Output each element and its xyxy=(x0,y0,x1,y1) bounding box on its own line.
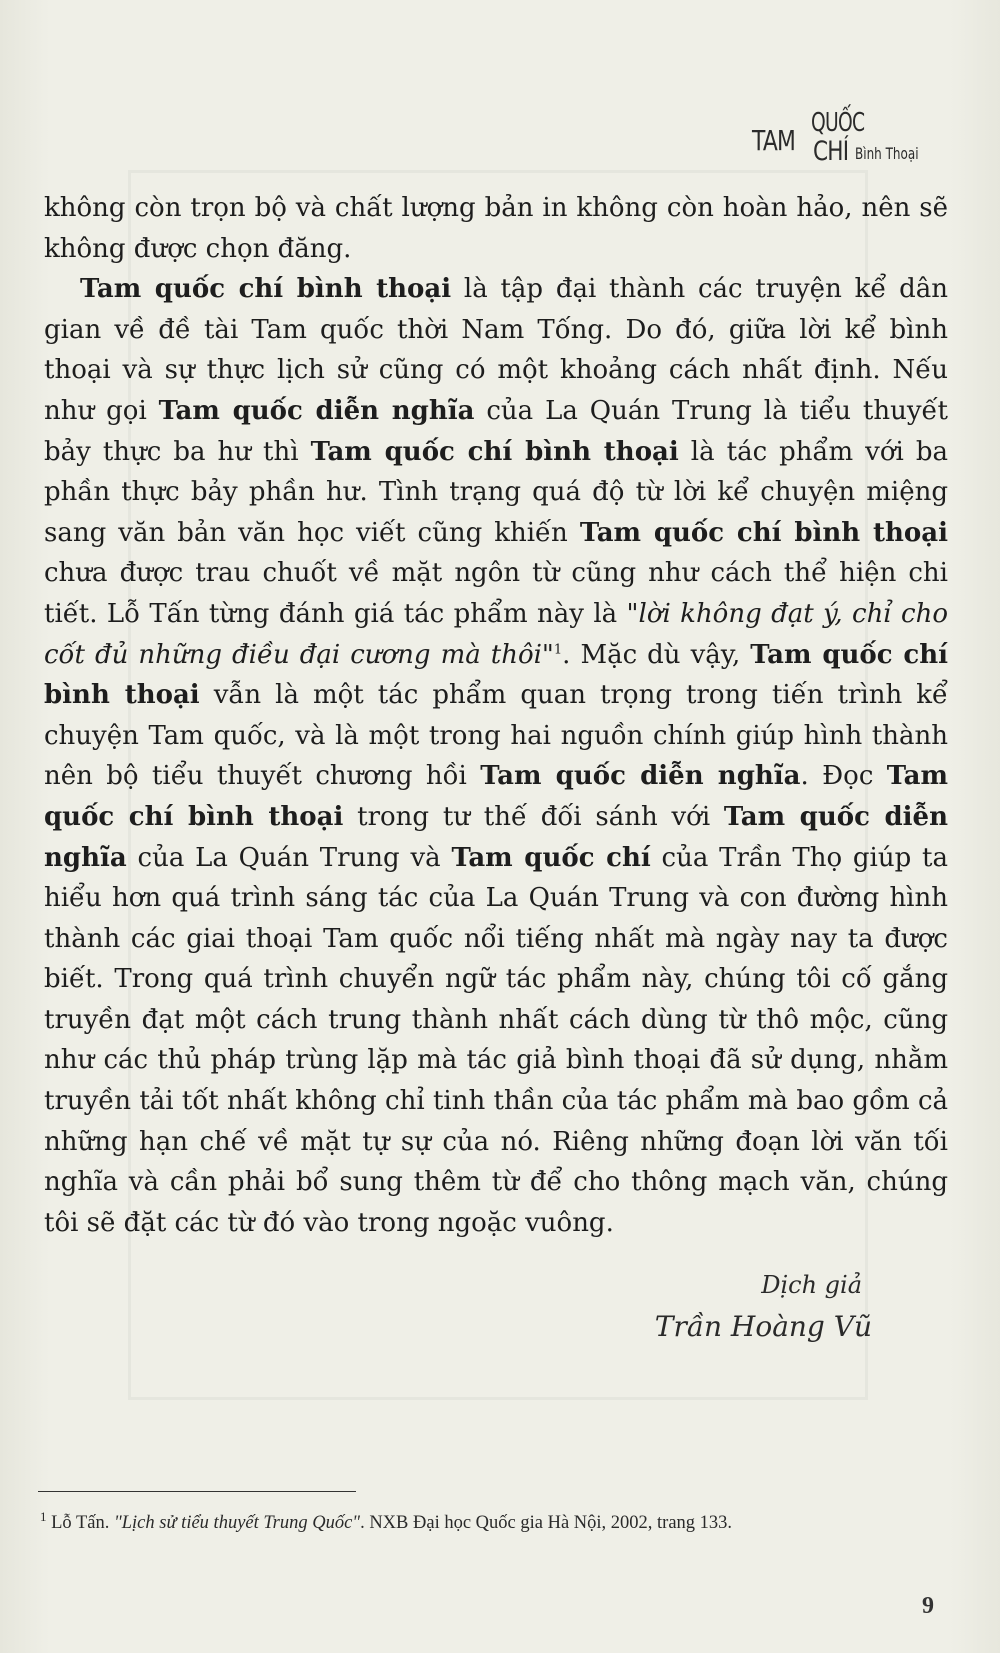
book-title: Tam quốc diễn nghĩa xyxy=(158,395,475,426)
text-run: vẫn là một tác phẩm quan trọng trong tiến trình kể chuyện Tam quốc, và là một trong hai nguồn chính giúp hình thành nên bộ tiểu thuyết chương hồi xyxy=(44,680,948,792)
body-text xyxy=(44,188,948,1243)
book-title: Tam quốc chí bình thoại xyxy=(310,436,679,467)
logo-word-tam: TAM xyxy=(752,124,796,157)
book-title: Tam quốc diễn nghĩa xyxy=(480,761,801,792)
running-header-logo xyxy=(752,108,942,176)
paragraph-main xyxy=(44,269,948,1243)
book-title: Tam quốc chí bình thoại xyxy=(579,517,948,548)
book-title: Tam quốc chí bình thoại xyxy=(44,639,949,711)
page-number: 9 xyxy=(922,1593,934,1619)
translator-role: Dịch giả xyxy=(761,1271,862,1299)
book-title: Tam quốc diễn nghĩa xyxy=(44,801,948,873)
text-run: không còn trọn bộ và chất lượng bản in không còn hoàn hảo, nên sẽ không được chọn đăng. xyxy=(44,193,948,264)
logo-word-chi: CHÍ xyxy=(813,136,849,167)
footnote-author: Lỗ Tấn. xyxy=(46,1513,114,1533)
text-run: trong tư thế đối sánh với xyxy=(343,801,724,832)
text-run: của La Quán Trung và xyxy=(126,842,452,873)
text-run: là tập đại thành các truyện kể dân gian về đề tài Tam quốc thời Nam Tống. Do đó, giữa lời kể bình thoại và sự thực lịch sử cũng có một khoảng cách nhất định. Nếu như gọi xyxy=(44,274,948,426)
paragraph-continuation xyxy=(44,188,948,269)
text-run: của Trần Thọ giúp ta hiểu hơn quá trình sáng tác của La Quán Trung và con đường hình thành các giai thoại Tam quốc nổi tiếng nhất mà ngày nay ta được biết. Trong quá trình chuyển ngữ tác phẩm này, chúng tôi cố gắng truyền đạt một cách trung thành nhất cách dùng từ thô mộc, cũng như các thủ pháp trùng lặp mà tác giả bình thoại đã sử dụng, nhằm truyền tải tốt nhất không chỉ tinh thần của tác phẩm mà bao gồm cả những hạn chế về mặt tự sự của nó. Riêng những đoạn lời văn tối nghĩa và cần phải bổ sung thêm từ để cho thông mạch văn, chúng tôi sẽ đặt các từ đó vào trong ngoặc vuông. xyxy=(44,842,948,1238)
text-run: chưa được trau chuốt về mặt ngôn từ cũng như cách thể hiện chi tiết. Lỗ Tấn từng đánh giá tác phẩm này là xyxy=(44,558,948,629)
logo-word-binh-thoai: Bình Thoại xyxy=(855,144,919,163)
translator-name: Trần Hoàng Vũ xyxy=(654,1310,872,1343)
quotation: "lời không đạt ý, chỉ cho cốt đủ những điều đại cương mà thôi" xyxy=(44,598,948,670)
text-run: . Mặc dù vậy, xyxy=(562,639,751,670)
book-title: Tam quốc chí bình thoại xyxy=(44,761,949,832)
text-run: . Đọc xyxy=(800,761,887,792)
text-run: của La Quán Trung là tiểu thuyết bảy thực ba hư thì xyxy=(44,395,948,467)
text-run: là tác phẩm với ba phần thực bảy phần hư. Tình trạng quá độ từ lời kể chuyện miệng sang văn bản văn học viết cũng khiến xyxy=(44,436,948,548)
book-title: Tam quốc chí bình thoại xyxy=(80,274,452,305)
logo-word-quoc: QUỐC xyxy=(811,108,865,138)
footnote xyxy=(40,1510,960,1536)
footnote-reference: 1 xyxy=(553,641,563,657)
footnote-marker: 1 xyxy=(40,1508,47,1524)
footnote-title: "Lịch sử tiểu thuyết Trung Quốc" xyxy=(113,1513,361,1533)
footnote-divider xyxy=(38,1491,356,1492)
signature-block xyxy=(655,1265,872,1349)
book-title: Tam quốc chí xyxy=(451,842,651,873)
footnote-publication: . NXB Đại học Quốc gia Hà Nội, 2002, trang 133. xyxy=(360,1513,733,1533)
